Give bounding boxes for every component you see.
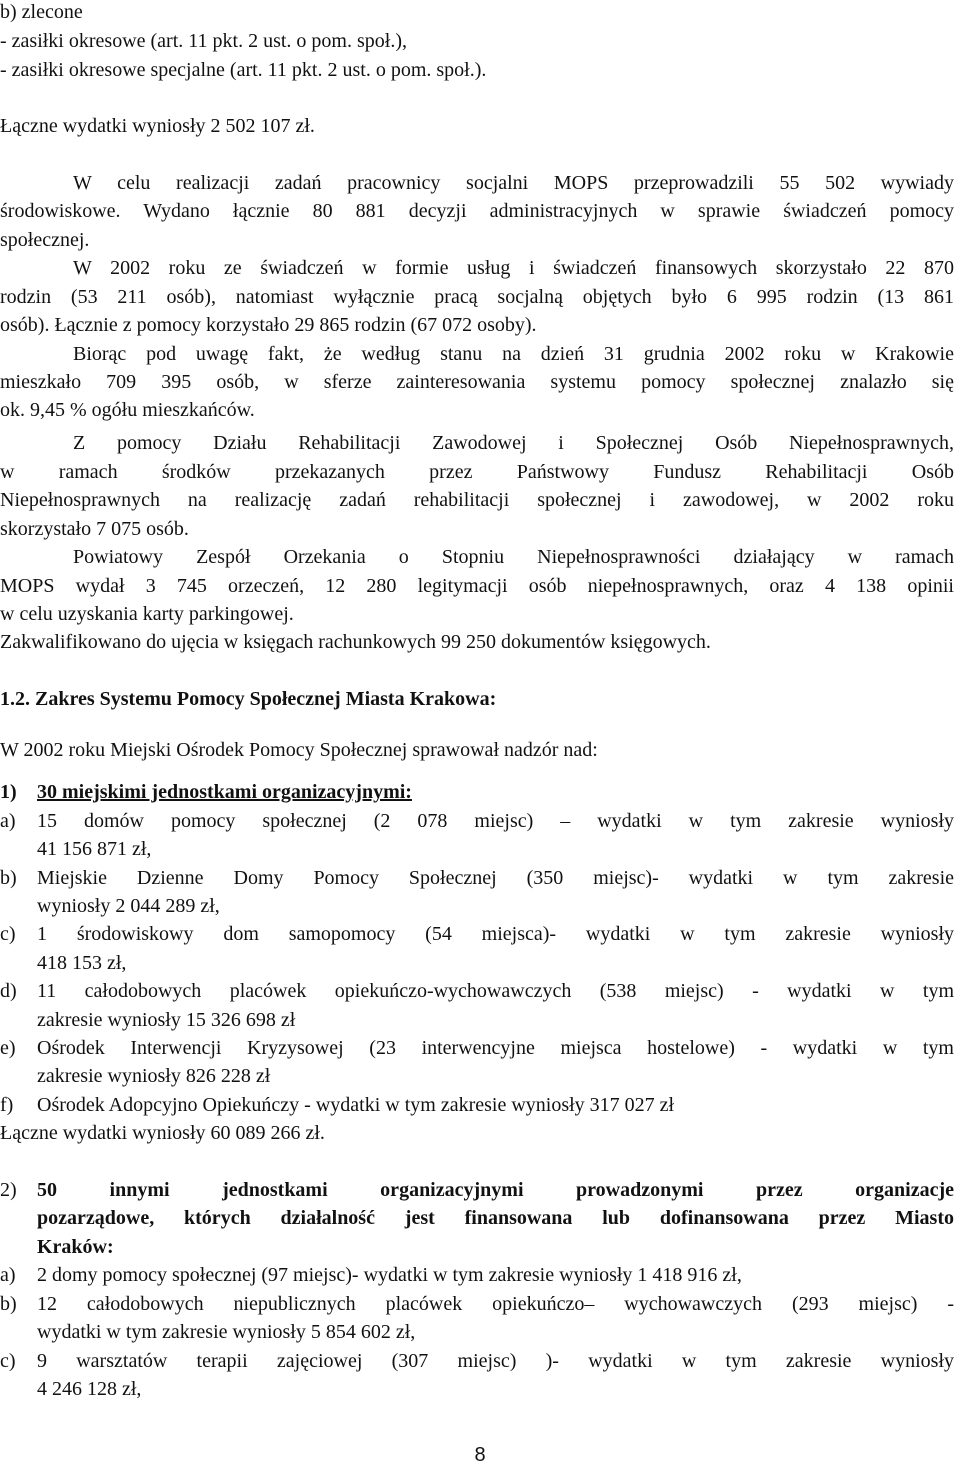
section-heading: 1.2. Zakres Systemu Pomocy Społecznej Miasta Krakowa: <box>0 688 497 710</box>
page-number: 8 <box>474 1444 486 1466</box>
paragraph-line: osób). Łącznie z pomocy korzystało 29 865 rodzin (67 072 osoby). <box>0 314 537 336</box>
item-line: Ośrodek Adopcyjno Opiekuńczy - wydatki w tym zakresie wyniosły 317 027 zł <box>37 1094 675 1116</box>
item-label: b) <box>0 1293 17 1315</box>
item-label: a) <box>0 1264 16 1286</box>
item-line: 12 całodobowych niepublicznych placówek opiekuńczo– wychowawczych (293 miejsc) - <box>37 1293 954 1315</box>
paragraph-line: społecznej. <box>0 229 90 251</box>
item-line: 4 246 128 zł, <box>37 1378 142 1400</box>
item-line: wydatki w tym zakresie wyniosły 5 854 602 zł, <box>37 1321 416 1343</box>
paragraph-line: w celu uzyskania karty parkingowej. <box>0 603 294 625</box>
item-label: c) <box>0 923 16 945</box>
intro-line: b) zlecone <box>0 1 83 23</box>
item-line: zakresie wyniosły 826 228 zł <box>37 1065 271 1087</box>
item-label: d) <box>0 980 17 1002</box>
item-line: 2 domy pomocy społecznej (97 miejsc)- wydatki w tym zakresie wyniosły 1 418 916 zł, <box>37 1264 742 1286</box>
paragraph-line: ok. 9,45 % ogółu mieszkańców. <box>0 399 255 421</box>
group-title: 30 miejskimi jednostkami organizacyjnymi: <box>37 781 412 803</box>
paragraph-line: rodzin (53 211 osób), natomiast wyłącznie pracą socjalną objętych było 6 995 rodzin (13 861 <box>0 286 954 308</box>
paragraph-line: Niepełnosprawnych na realizację zadań rehabilitacji społecznej i zawodowej, w 2002 roku <box>0 489 954 511</box>
item-line: 15 domów pomocy społecznej (2 078 miejsc) – wydatki w tym zakresie wyniosły <box>37 810 954 832</box>
item-line: 1 środowiskowy dom samopomocy (54 miejsca)- wydatki w tym zakresie wyniosły <box>37 923 954 945</box>
section-intro: W 2002 roku Miejski Ośrodek Pomocy Społecznej sprawował nadzór nad: <box>0 739 598 761</box>
paragraph-line: W celu realizacji zadań pracownicy socjalni MOPS przeprowadzili 55 502 wywiady <box>73 172 954 194</box>
paragraph-line: środowiskowe. Wydano łącznie 80 881 decyzji administracyjnych w sprawie świadczeń pomocy <box>0 200 954 222</box>
group-title-line: Kraków: <box>37 1236 114 1258</box>
item-line: Ośrodek Interwencji Kryzysowej (23 interwencyjne miejsca hostelowe) - wydatki w tym <box>37 1037 954 1059</box>
item-line: Miejskie Dzienne Domy Pomocy Społecznej (350 miejsc)- wydatki w tym zakresie <box>37 867 954 889</box>
group-title-line: 50 innymi jednostkami organizacyjnymi prowadzonymi przez organizacje <box>37 1179 954 1201</box>
item-line: wyniosły 2 044 289 zł, <box>37 895 220 917</box>
paragraph-line: Biorąc pod uwagę fakt, że według stanu na dzień 31 grudnia 2002 roku w Krakowie <box>73 343 954 365</box>
group-number: 1) <box>0 781 17 803</box>
total-expenses-line: Łączne wydatki wyniosły 2 502 107 zł. <box>0 115 315 137</box>
group-title-line: pozarządowe, których działalność jest finansowana lub dofinansowana przez Miasto <box>37 1207 954 1229</box>
group-total: Łączne wydatki wyniosły 60 089 266 zł. <box>0 1122 325 1144</box>
item-line: 11 całodobowych placówek opiekuńczo-wychowawczych (538 miejsc) - wydatki w tym <box>37 980 954 1002</box>
paragraph-line: Powiatowy Zespół Orzekania o Stopniu Niepełnosprawności działający w ramach <box>73 546 954 568</box>
paragraph-line: Z pomocy Działu Rehabilitacji Zawodowej i Społecznej Osób Niepełnosprawnych, <box>73 432 954 454</box>
item-label: f) <box>0 1094 14 1116</box>
paragraph-line: skorzystało 7 075 osób. <box>0 518 189 540</box>
paragraph-line: w ramach środków przekazanych przez Państwowy Fundusz Rehabilitacji Osób <box>0 461 954 483</box>
paragraph-line: Zakwalifikowano do ujęcia w księgach rachunkowych 99 250 dokumentów księgowych. <box>0 631 711 653</box>
item-label: b) <box>0 867 17 889</box>
item-label: e) <box>0 1037 16 1059</box>
group-number: 2) <box>0 1179 17 1201</box>
paragraph-line: MOPS wydał 3 745 orzeczeń, 12 280 legitymacji osób niepełnosprawnych, oraz 4 138 opinii <box>0 575 954 597</box>
intro-line: - zasiłki okresowe specjalne (art. 11 pkt. 2 ust. o pom. społ.). <box>0 59 487 81</box>
item-line: 418 153 zł, <box>37 952 127 974</box>
item-line: 9 warsztatów terapii zajęciowej (307 miejsc) )- wydatki w tym zakresie wyniosły <box>37 1350 954 1372</box>
paragraph-line: W 2002 roku ze świadczeń w formie usług i świadczeń finansowych skorzystało 22 870 <box>73 257 954 279</box>
intro-line: - zasiłki okresowe (art. 11 pkt. 2 ust. o pom. społ.), <box>0 30 407 52</box>
item-line: zakresie wyniosły 15 326 698 zł <box>37 1009 296 1031</box>
item-line: 41 156 871 zł, <box>37 838 152 860</box>
item-label: c) <box>0 1350 16 1372</box>
paragraph-line: mieszkało 709 395 osób, w sferze zainteresowania systemu pomocy społecznej znalazło się <box>0 371 954 393</box>
item-label: a) <box>0 810 16 832</box>
